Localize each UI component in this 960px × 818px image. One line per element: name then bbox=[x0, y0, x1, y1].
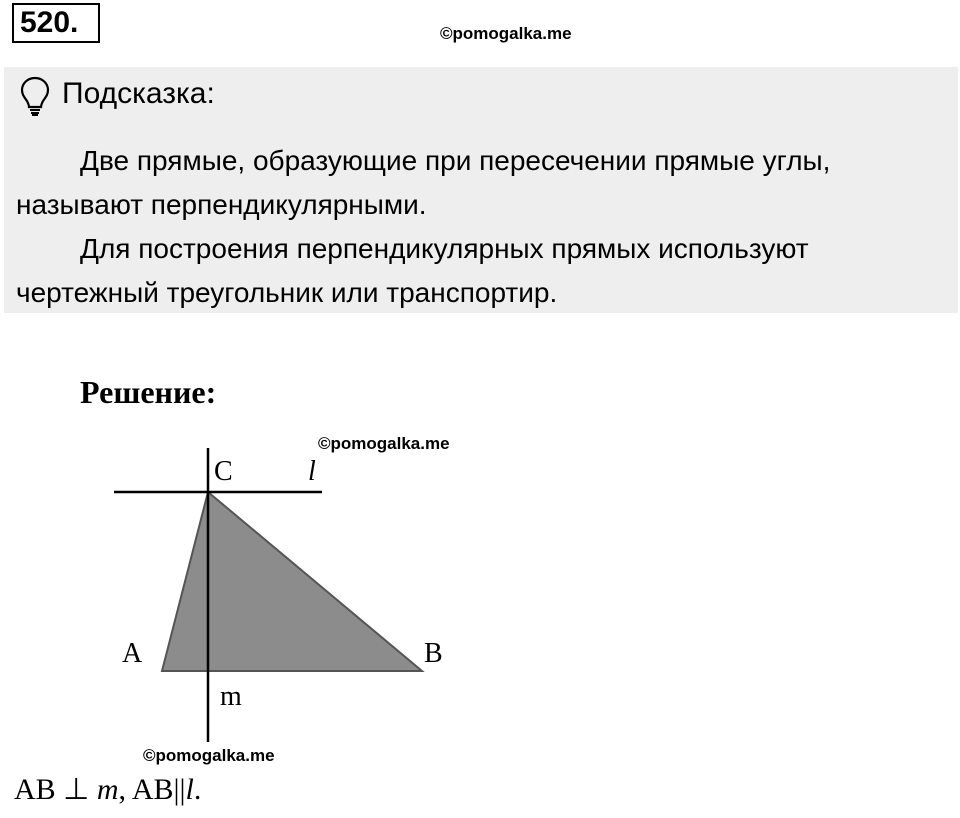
answer-formula bbox=[14, 772, 201, 807]
hint-paragraph-1: Две прямые, образующие при пересечении прямые углы, называют перпендикулярными. bbox=[16, 145, 831, 220]
formula-part1: AB ⊥ bbox=[14, 773, 97, 806]
watermark-top: ©pomogalka.me bbox=[440, 24, 572, 43]
problem-number: 520. bbox=[12, 3, 100, 43]
formula-l: l bbox=[185, 773, 194, 806]
hint-box bbox=[4, 67, 958, 313]
hint-text bbox=[16, 139, 946, 315]
lightbulb-icon bbox=[18, 75, 52, 117]
hint-title: Подсказка: bbox=[62, 77, 215, 110]
label-m: m bbox=[220, 681, 242, 712]
triangle-abc bbox=[162, 492, 422, 671]
hint-paragraph-2: Для построения перпендикулярных прямых используют чертежный треугольник или транспортир. bbox=[16, 233, 809, 308]
solution-title: Решение: bbox=[80, 374, 217, 410]
watermark-bottom: ©pomogalka.me bbox=[143, 746, 275, 765]
label-l: l bbox=[308, 456, 316, 487]
formula-end: . bbox=[193, 773, 202, 806]
formula-m: m bbox=[96, 773, 119, 806]
geometry-figure bbox=[100, 440, 480, 750]
label-a: A bbox=[122, 638, 143, 669]
label-c: C bbox=[214, 456, 233, 487]
label-b: B bbox=[424, 638, 443, 669]
watermark-figure: ©pomogalka.me bbox=[318, 434, 450, 453]
formula-sep: , AB|| bbox=[118, 773, 186, 806]
